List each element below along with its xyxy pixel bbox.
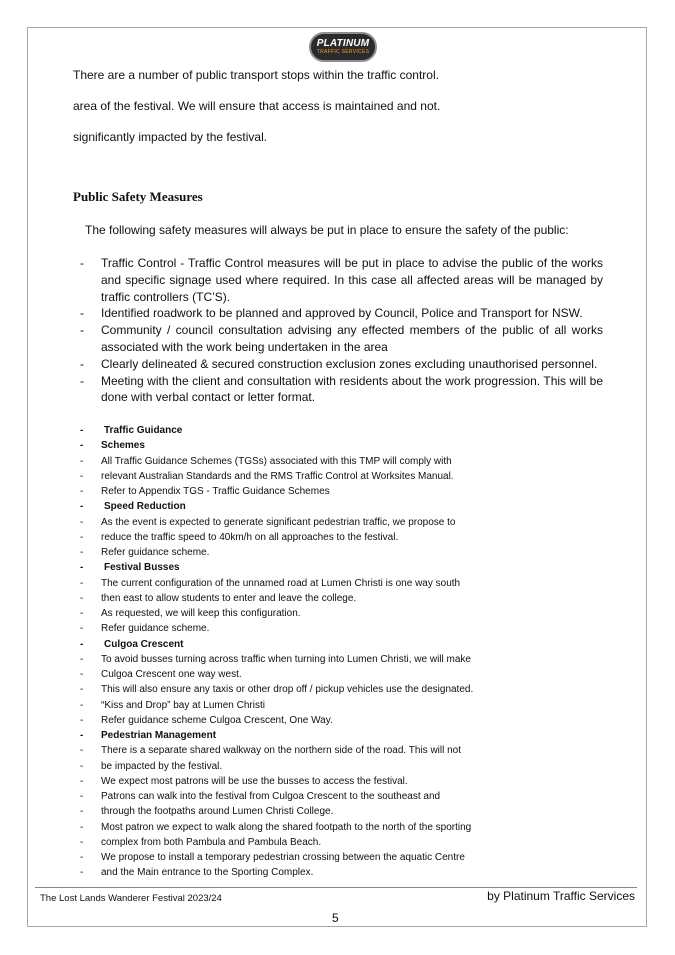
list-item: - There is a separate shared walkway on the northern side of the road. This will not [80,745,462,757]
list-item: - through the footpaths around Lumen Christi College. [80,806,334,818]
list-item: - Meeting with the client and consultation with residents about the work progression. This will be done with verbal contact or letter format. [80,373,603,405]
section-heading: Public Safety Measures [73,189,203,204]
list-item: - This will also ensure any taxis or other drop off / pickup vehicles use the designated. [80,684,474,696]
subheading-item: - Schemes [80,440,145,452]
logo-brand: PLATINUM [316,38,370,49]
subheading-item: - Pedestrian Management [80,730,217,741]
list-item: - “Kiss and Drop” bay at Lumen Christi [80,699,265,711]
main-bullet-list [80,255,603,406]
platinum-logo [309,32,377,62]
list-item: - relevant Australian Standards and the RMS Traffic Control at Worksites Manual. [80,470,454,482]
footer-divider [35,887,637,888]
list-item: - then east to allow students to enter and leave the college. [80,592,357,604]
footer-company: by Platinum Traffic Services [487,889,635,903]
list-item: - As the event is expected to generate significant pedestrian traffic, we propose to [80,516,456,528]
list-item: - To avoid busses turning across traffic when turning into Lumen Christi, we will make [80,653,471,665]
intro-line-3: significantly impacted by the festival. [73,130,268,144]
list-item: - Culgoa Crescent one way west. [80,669,242,680]
footer-document-title: The Lost Lands Wanderer Festival 2023/24 [40,893,222,904]
list-item: - Patrons can walk into the festival from Culgoa Crescent to the southeast and [80,791,441,802]
list-item: - be impacted by the festival. [80,760,223,772]
subheading-item: - Speed Reduction [80,501,186,513]
list-item: - Identified roadwork to be planned and approved by Council, Police and Transport for NSW. [80,306,583,321]
list-item: - reduce the traffic speed to 40km/h on all approaches to the festival. [80,531,399,543]
subheading-item: - Traffic Guidance [80,425,183,436]
list-item: - As requested, we will keep this configuration. [80,608,301,619]
intro-line-1: There are a number of public transport stops within the traffic control. [73,68,439,82]
section-lead: The following safety measures will always be put in place to ensure the safety of the public: [85,223,569,237]
list-item: - Traffic Control - Traffic Control measures will be put in place to advise the public of the works and specific signage used where required. In this case all affected areas will be managed by traffic controllers (TC’S). [80,256,603,304]
list-item: - Refer guidance scheme. [80,547,210,558]
list-item: - All Traffic Guidance Schemes (TGSs) associated with this TMP will comply with [80,455,452,467]
list-item: - Most patron we expect to walk along the shared footpath to the north of the sporting [80,821,472,833]
list-item: - Refer guidance scheme. [80,623,210,635]
list-item: - We propose to install a temporary pedestrian crossing between the aquatic Centre [80,852,465,863]
list-item: - We expect most patrons will be use the busses to access the festival. [80,775,408,787]
list-item: - Refer to Appendix TGS - Traffic Guidance Schemes [80,486,330,497]
intro-line-2: area of the festival. We will ensure that access is maintained and not. [73,99,441,113]
list-item: - The current configuration of the unnamed road at Lumen Christi is one way south [80,577,461,589]
subheading-item: - Culgoa Crescent [80,638,184,650]
list-item: - Refer guidance scheme Culgoa Crescent, One Way. [80,714,333,726]
logo-tagline: TRAFFIC SERVICES [316,49,370,55]
list-item: - Community / council consultation advising any effected members of the public of all works associated with the work being undertaken in the area [80,323,603,354]
list-item: - complex from both Pambula and Pambula Beach. [80,836,322,848]
detail-bullet-list [80,423,603,881]
list-item: - Clearly delineated & secured construction exclusion zones excluding unauthorised personnel. [80,356,598,371]
page-number: 5 [332,911,339,925]
subheading-item: - Festival Busses [80,562,180,574]
list-item: - and the Main entrance to the Sporting Complex. [80,867,314,879]
